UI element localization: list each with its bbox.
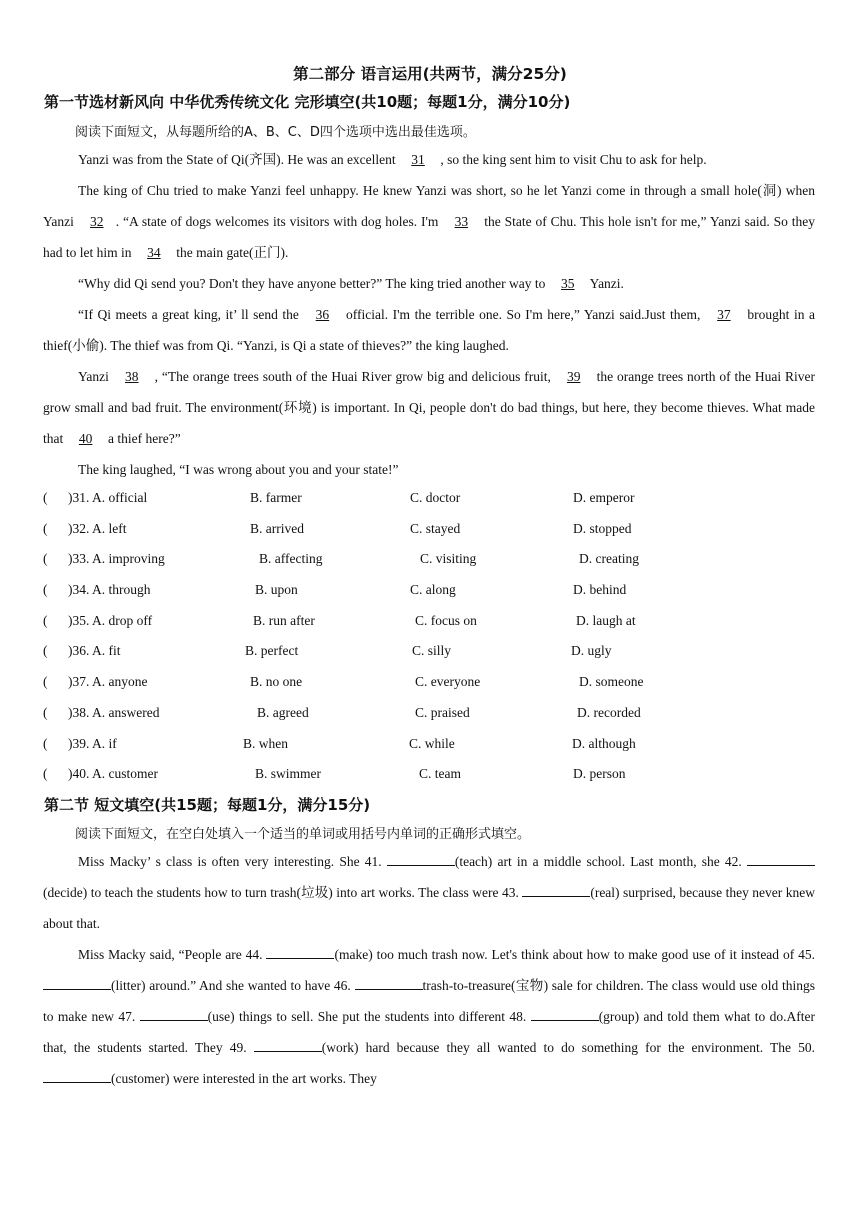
- blank-50[interactable]: [43, 1070, 111, 1083]
- blank-32[interactable]: 32: [90, 214, 104, 229]
- option-a[interactable]: )40. A. customer: [68, 766, 158, 782]
- fill-paragraph-2: Miss Macky said, “People are 44. (make) too much trash now. Let's think about how to make good use of it instead of 45. (litter) around.” And she wanted to have 46. trash-to-treasure(宝物) sale for children. The class would use old things to make new 47. (use) things to sell. She put the students into different 48. (group) and told them what to do.After that, the students started. They 49. (work) hard because they all wanted to do something for the environment. The 50. (customer) were interested in the art works. They: [43, 947, 816, 1086]
- option-d[interactable]: D. someone: [579, 674, 644, 690]
- blank-46[interactable]: [355, 977, 423, 990]
- option-b[interactable]: B. upon: [255, 582, 298, 598]
- question-options: [43, 485, 823, 792]
- option-d[interactable]: D. recorded: [577, 704, 641, 720]
- option-b[interactable]: B. no one: [250, 674, 303, 690]
- blank-44[interactable]: [266, 946, 334, 959]
- option-d[interactable]: D. ugly: [571, 643, 612, 659]
- option-b[interactable]: B. run after: [253, 612, 315, 628]
- blank-48[interactable]: [531, 1008, 599, 1021]
- option-a[interactable]: )31. A. official: [68, 490, 148, 505]
- option-a[interactable]: )35. A. drop off: [68, 612, 153, 628]
- option-d[interactable]: D. stopped: [573, 520, 632, 536]
- option-b[interactable]: B. perfect: [245, 643, 299, 659]
- part-title: 第二部分 语言运用(共两节，满分25分): [293, 65, 567, 83]
- option-a[interactable]: )36. A. fit: [68, 643, 121, 659]
- section2-title: 第二节 短文填空(共15题；每题1分，满分15分): [44, 796, 371, 814]
- fill-paragraph-1: Miss Macky’ s class is often very interesting. She 41. (teach) art in a middle school. Last month, she 42. (decide) to teach the students how to turn trash(垃圾) into art works. The class were 43. (real) surprised, because they never knew about that.: [43, 854, 815, 931]
- passage-paragraph-2: The king of Chu tried to make Yanzi feel unhappy. He knew Yanzi was short, so he let Yanzi come in through a small hole(洞) when Yanzi 32 . “A state of dogs welcomes its visitors with dog holes. I'm 33 the State of Chu. This hole isn't for me,” Yanzi said. So they had to let him in 34 the main gate(正门).: [43, 175, 815, 268]
- option-b[interactable]: B. farmer: [250, 490, 302, 505]
- question-row: ( )39. A. if B. when C. while D. although: [43, 735, 636, 751]
- blank-34[interactable]: 34: [147, 245, 161, 260]
- option-d[interactable]: D. creating: [579, 551, 639, 567]
- section1-title: 第一节选材新风向 中华优秀传统文化 完形填空(共10题；每题1分，满分10分): [44, 93, 571, 111]
- option-c[interactable]: C. team: [419, 766, 461, 782]
- question-row: ( )36. A. fit B. perfect C. silly D. ugly: [43, 643, 612, 659]
- blank-49[interactable]: [254, 1039, 322, 1052]
- blank-39[interactable]: 39: [566, 369, 581, 384]
- question-row: ( )31. A. official B. farmer C. doctor D. emperor: [43, 490, 635, 505]
- question-row: ( )40. A. customer B. swimmer C. team D. person: [43, 766, 626, 782]
- question-row: ( )38. A. answered B. agreed C. praised D. recorded: [43, 704, 641, 720]
- passage-paragraph-3: “Why did Qi send you? Don't they have anyone better?” The king tried another way to 35 Yanzi.: [43, 268, 815, 299]
- option-b[interactable]: B. when: [243, 735, 288, 751]
- option-a[interactable]: )39. A. if: [68, 735, 117, 751]
- blank-33[interactable]: 33: [454, 214, 469, 229]
- option-c[interactable]: C. focus on: [415, 612, 477, 628]
- fill-in-passage: [43, 846, 815, 1094]
- blank-37[interactable]: 37: [717, 307, 731, 322]
- question-row: ( )34. A. through B. upon C. along D. behind: [43, 582, 627, 598]
- passage-paragraph-4: “If Qi meets a great king, it’ ll send the 36 official. I'm the terrible one. So I'm here,” Yanzi said.Just them, 37 brought in a thief(小偷). The thief was from Qi. “Yanzi, is Qi a state of thieves?” the king laughed.: [43, 299, 815, 361]
- option-c[interactable]: C. stayed: [410, 520, 461, 536]
- option-c[interactable]: C. visiting: [420, 551, 477, 567]
- option-c[interactable]: C. praised: [415, 704, 470, 720]
- blank-41[interactable]: [387, 853, 455, 866]
- blank-36[interactable]: 36: [315, 307, 330, 322]
- blank-47[interactable]: [140, 1008, 208, 1021]
- cloze-passage: [43, 144, 815, 485]
- option-b[interactable]: B. affecting: [259, 551, 323, 567]
- option-d[interactable]: D. although: [572, 735, 636, 751]
- option-b[interactable]: B. arrived: [250, 520, 304, 536]
- option-b[interactable]: B. swimmer: [255, 766, 321, 782]
- option-d[interactable]: D. laugh at: [576, 612, 636, 628]
- question-row: ( )37. A. anyone B. no one C. everyone D. someone: [43, 674, 644, 690]
- blank-35[interactable]: 35: [561, 276, 575, 291]
- passage-paragraph-5: Yanzi 38 , “The orange trees south of the Huai River grow big and delicious fruit, 39 the orange trees north of the Huai River grow small and bad fruit. The environment(环境) is important. In Qi, people don't do bad things, but here, they become thieves. What made that 40 a thief here?”: [43, 361, 815, 454]
- passage-paragraph-6: The king laughed, “I was wrong about you and your state!”: [78, 462, 399, 477]
- option-a[interactable]: )32. A. left: [68, 520, 127, 536]
- blank-42[interactable]: [747, 853, 815, 866]
- question-row: ( )35. A. drop off B. run after C. focus on D. laugh at: [43, 612, 636, 628]
- option-a[interactable]: )34. A. through: [68, 582, 151, 598]
- blank-31[interactable]: 31: [411, 152, 425, 167]
- blank-38[interactable]: 38: [125, 369, 139, 384]
- blank-40[interactable]: 40: [78, 431, 93, 446]
- blank-45[interactable]: [43, 977, 111, 990]
- option-d[interactable]: D. behind: [573, 582, 627, 598]
- option-c[interactable]: C. doctor: [410, 490, 461, 505]
- option-c[interactable]: C. everyone: [415, 674, 481, 690]
- option-a[interactable]: )37. A. anyone: [68, 674, 148, 690]
- option-c[interactable]: C. while: [409, 735, 455, 751]
- section1-instruction: 阅读下面短文，从每题所给的A、B、C、D四个选项中选出最佳选项。: [75, 125, 476, 140]
- passage-paragraph-1: Yanzi was from the State of Qi(齐国). He was an excellent 31 , so the king sent him to visit Chu to ask for help.: [43, 144, 815, 175]
- option-c[interactable]: C. silly: [412, 643, 452, 659]
- option-c[interactable]: C. along: [410, 582, 456, 598]
- option-a[interactable]: )33. A. improving: [68, 551, 165, 567]
- section2-instruction: 阅读下面短文，在空白处填入一个适当的单词或用括号内单词的正确形式填空。: [75, 827, 531, 842]
- blank-43[interactable]: [522, 884, 590, 897]
- option-b[interactable]: B. agreed: [257, 704, 309, 720]
- option-a[interactable]: )38. A. answered: [68, 704, 160, 720]
- option-d[interactable]: D. emperor: [573, 490, 635, 505]
- question-row: ( )33. A. improving B. affecting C. visiting D. creating: [43, 551, 639, 567]
- question-row: ( )32. A. left B. arrived C. stayed D. stopped: [43, 520, 632, 536]
- option-d[interactable]: D. person: [573, 766, 626, 782]
